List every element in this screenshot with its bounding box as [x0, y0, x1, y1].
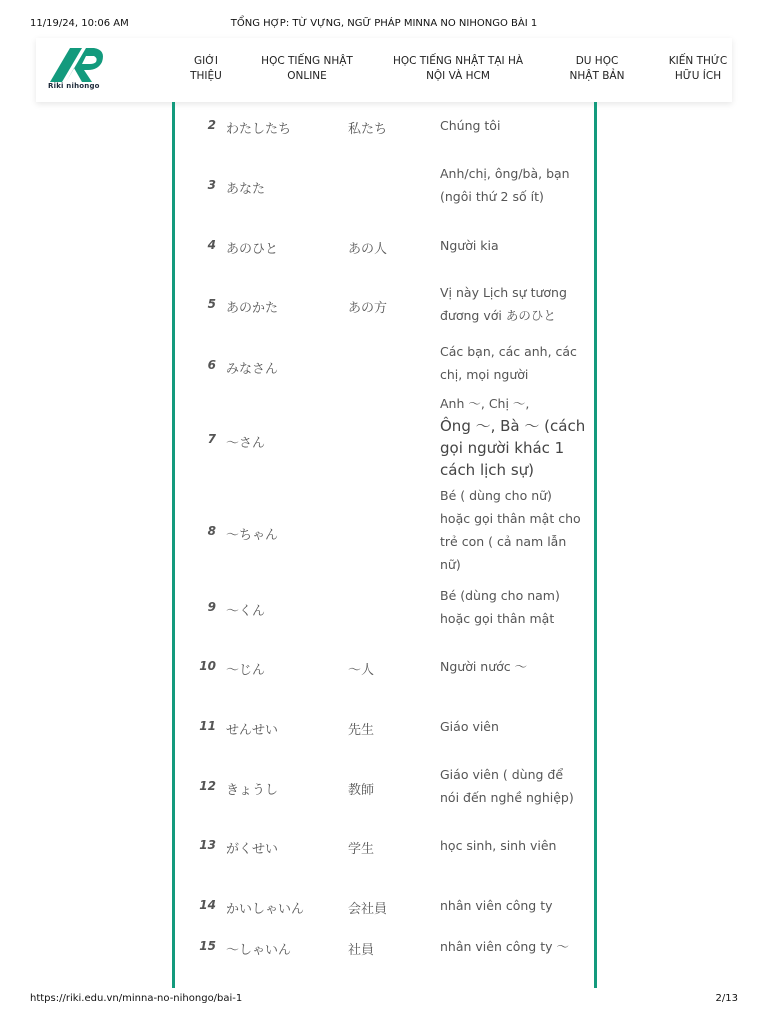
nav-item-hoc-ha-noi-hcm[interactable] [388, 54, 528, 84]
row-meaning [440, 234, 590, 257]
meaning-line: nhân viên công ty ～ [440, 939, 569, 954]
row-kana: ～くん [226, 604, 266, 619]
meaning-line: Anh ～, Chị ～, [440, 396, 530, 411]
print-title: TỔNG HỢP: TỪ VỰNG, NGỮ PHÁP MINNA NO NIHONGO BÀI 1 [230, 18, 538, 29]
row-kanji: 学生 [348, 842, 375, 857]
meaning-line: đương với あのひと [440, 308, 556, 323]
meaning-line: hoặc gọi thân mật cho [440, 511, 581, 526]
meaning-line: Giáo viên ( dùng để [440, 767, 564, 782]
row-number: 14 [199, 898, 216, 912]
nav-item-kien-thuc[interactable] [666, 54, 730, 84]
nav-label-line: HỌC TIẾNG NHẬT [261, 55, 353, 67]
row-kanji: あの人 [348, 242, 388, 257]
row-number: 10 [199, 659, 216, 673]
nav-label-line: HỮU ÍCH [674, 70, 722, 82]
logo-text: Riki nihongo [48, 82, 100, 90]
print-header [0, 18, 768, 32]
meaning-line: (ngôi thứ 2 số ít) [440, 189, 544, 204]
row-kanji: 社員 [348, 943, 375, 958]
row-number: 5 [207, 297, 216, 311]
row-kana: ～しゃいん [226, 943, 292, 958]
row-number: 12 [199, 779, 216, 793]
row-meaning [440, 281, 590, 327]
nav-label-line: HỌC TIẾNG NHẬT TẠI HÀ [392, 55, 524, 67]
row-number: 9 [207, 600, 216, 614]
row-meaning [440, 935, 590, 958]
meaning-line: nữ) [440, 557, 461, 572]
meaning-line: Bé ( dùng cho nữ) [440, 488, 552, 503]
meaning-line: nói đến nghề nghiệp) [440, 790, 574, 805]
nav-label-line: NHẬT BẢN [569, 70, 625, 82]
meaning-line: Các bạn, các anh, các [440, 344, 577, 359]
row-kana: あのひと [226, 242, 279, 257]
nav-label-line: THIỆU [190, 70, 222, 82]
row-number: 4 [207, 238, 216, 252]
row-kanji: 先生 [348, 723, 375, 738]
print-url: https://riki.edu.vn/minna-no-nihongo/bai-1 [30, 993, 243, 1004]
nav-label-line: DU HỌC [575, 55, 619, 67]
row-number: 6 [207, 358, 216, 372]
row-kana: あなた [226, 182, 266, 197]
row-meaning [440, 584, 590, 630]
row-kana: ～ちゃん [226, 528, 279, 543]
meaning-line: Vị này Lịch sự tương [440, 285, 567, 300]
print-page-number: 2/13 [715, 993, 738, 1004]
site-header [36, 38, 732, 102]
row-kana: ～じん [226, 663, 266, 678]
row-meaning [440, 834, 590, 857]
meaning-line: Bé (dùng cho nam) [440, 588, 560, 603]
row-kana: わたしたち [226, 122, 292, 137]
meaning-line: gọi người khác 1 [440, 439, 565, 457]
row-number: 13 [199, 838, 216, 852]
row-meaning [440, 894, 590, 917]
row-kanji: 教師 [348, 783, 375, 798]
row-number: 8 [207, 524, 216, 538]
row-kana: せんせい [226, 723, 279, 738]
nav-label-line: ONLINE [287, 70, 327, 82]
row-meaning [440, 655, 590, 678]
meaning-line: Chúng tôi [440, 118, 501, 133]
row-meaning [440, 392, 590, 481]
meaning-line: chị, mọi người [440, 367, 529, 382]
vocab-table [172, 102, 598, 990]
row-kana: かいしゃいん [226, 902, 305, 917]
meaning-line: Ông ～, Bà ～ (cách [440, 417, 586, 435]
row-number: 7 [207, 432, 216, 446]
row-meaning [440, 484, 590, 576]
row-meaning [440, 162, 590, 208]
row-meaning [440, 715, 590, 738]
nav-item-hoc-online[interactable] [254, 54, 360, 84]
meaning-line: nhân viên công ty [440, 898, 553, 913]
row-kana: ～さん [226, 436, 266, 451]
print-footer [0, 993, 768, 1007]
nav-label-line: NỘI VÀ HCM [426, 70, 490, 82]
meaning-line: Người nước ～ [440, 659, 528, 674]
row-meaning [440, 763, 590, 809]
row-kana: みなさん [226, 362, 279, 377]
nav-label-line: GIỚI [194, 55, 218, 67]
meaning-line: trẻ con ( cả nam lẫn [440, 534, 567, 549]
meaning-line: cách lịch sự) [440, 461, 534, 479]
row-kanji: 私たち [348, 122, 388, 137]
row-meaning [440, 340, 590, 386]
meaning-line: học sinh, sinh viên [440, 838, 557, 853]
row-kana: きょうし [226, 783, 279, 798]
row-number: 2 [207, 118, 216, 132]
row-kanji: ～人 [348, 663, 375, 678]
row-kana: あのかた [226, 301, 279, 316]
print-datetime: 11/19/24, 10:06 AM [30, 18, 129, 29]
nav-item-gioi-thieu[interactable] [184, 54, 228, 84]
row-number: 3 [207, 178, 216, 192]
nav-item-du-hoc[interactable] [562, 54, 632, 84]
row-meaning [440, 114, 590, 137]
row-kanji: 会社員 [348, 902, 388, 917]
row-kana: がくせい [226, 842, 279, 857]
meaning-line: Người kia [440, 238, 499, 253]
nav-label-line: KIẾN THỨC [668, 55, 728, 67]
row-number: 15 [199, 939, 216, 953]
meaning-line: Anh/chị, ông/bà, bạn [440, 166, 570, 181]
row-kanji: あの方 [348, 301, 388, 316]
meaning-line: Giáo viên [440, 719, 499, 734]
meaning-line: hoặc gọi thân mật [440, 611, 555, 626]
row-number: 11 [199, 719, 216, 733]
